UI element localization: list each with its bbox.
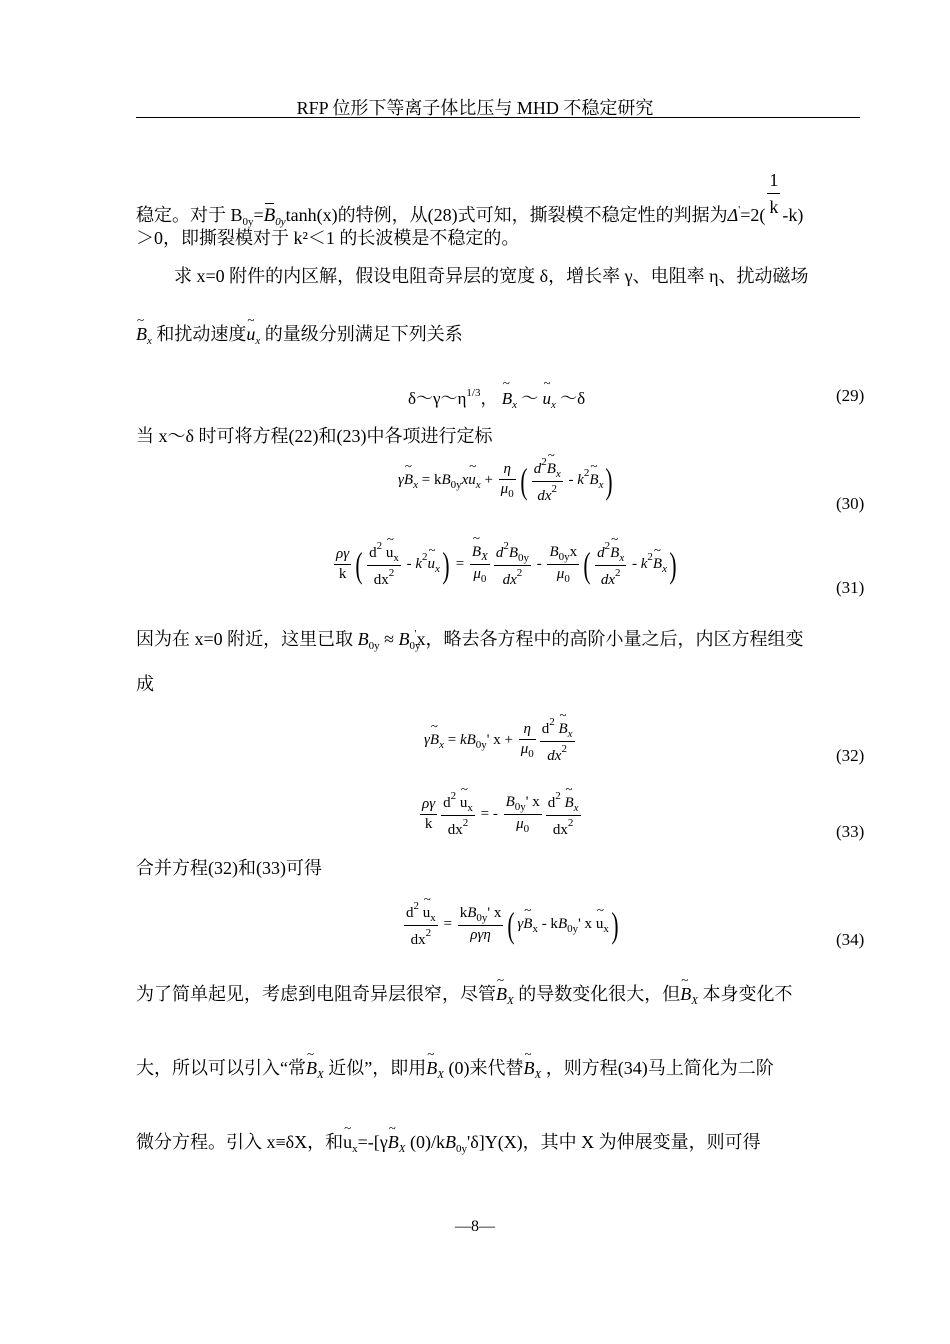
text-fragment: (0)/k [409,1132,445,1152]
equation-34: $\frac{d^2 \sim u_x}{dx^2}$ = $\frac{kB_{0y}' x}{\text{ργη}}$ ( γ~ $B_x - kB_{0y}'$ x ~ $u_x$) [402,900,621,949]
equation-number-29: (29) [836,386,865,405]
paragraph-line-7: 成 [136,674,154,694]
text-fragment: -k) [782,205,804,225]
text-fragment: tanh(x)的特例，从(28)式可知，撕裂模不稳定性的判据为 [285,205,728,225]
text-fragment: =-[γ [357,1132,388,1152]
text-fragment: δ]Y(X)，其中 X 为伸展变量，则可得 [470,1132,761,1152]
paragraph-line-6: 因为在 x=0 附近，这里已取 $B_{0y} \approx B_{0y}'x$，略去各方程中的高阶小量之后，内区方程组变 [136,628,804,652]
equation-31: $\frac{\rho\gamma}{k}$ ( $\frac{d^2 \sim u_x}{dx^2}$ - $k^2\sim$ $u_x$) = ~ $\frac{B_X}{\mu_0}$ $\frac{d^2B_{0y}}{dx^2}$ - $\frac{B_{0y}x}{\mu_0}$ ( $\frac{d^2\sim B_x}{dx^2}$ - $k^2\sim$ $B_x$) [332,540,679,589]
text-fragment: 本身变化不 [702,984,793,1004]
paragraph-line-9: 为了简单起见，考虑到电阻奇异层很窄，尽管~ $B_X$ 的导数变化很大，但~ $B_X$ 本身变化不 [136,982,792,1013]
text-fragment: ，则方程(34)马上简化为二阶 [545,1058,774,1078]
paragraph-line-11: 微分方程。引入 x≡δX，和~ $u_x=-[\gamma\sim$ $B_X$ $(0)/kB_{0y}'\delta]Y(X)$，其中 X 为伸展变量，则可得 [136,1130,761,1161]
text-fragment: 大，所以可以引入“常 [136,1058,306,1078]
equation-32: γ~ $B_x = kB_{0y}'$ x + $\frac{\eta}{\mu_0}$ $\frac{d^2 \sim B_x}{dx^2}$ [424,716,577,765]
equation-33: $\frac{\rho\gamma}{k}$ $\frac{d^2 \sim u_x}{dx^2}$ = - $\frac{B_{0y}' x}{\mu_0}$ $\frac{d^2 \sim B_x}{dx^2}$ [418,790,583,839]
text-fragment: x，略去各方程中的高阶小量之后，内区方程组变 [416,629,804,649]
text-fragment: 为了简单起见，考虑到电阻奇异层很窄，尽管 [136,984,496,1004]
text-fragment: 的量级分别满足下列关系 [264,324,463,344]
equation-number-31: (31) [836,578,865,597]
page-header: RFP 位形下等离子体比压与 MHD 不稳定研究 [296,98,654,118]
paragraph-line-8: 合并方程(32)和(33)可得 [136,858,322,878]
text-fragment: 和扰动速度 [156,324,247,344]
paragraph-line-1: 稳定。对于 $B_{0y}=B_{0y}\tanh(x)$的特例，从(28)式可知，撕裂模不稳定性的判据为Δ'=2( $\frac{1}{k}$ -k) [136,170,804,228]
paragraph-line-2: ＞0，即撕裂模对于 k²＜1 的长波模是不稳定的。 [136,228,520,248]
header-rule [136,117,860,118]
equation-30: γ~ $B_x$ = $kB_{0y}x\sim$ $u_x$ + $\frac{\eta}{\mu_0}$ ( $\frac{d^2\sim B_x}{dx^2}$ - $k^2\sim$ $B_x$) [398,456,615,505]
paragraph-line-10: 大，所以可以引入“常~ $B_X$ 近似”，即用~ $B_X$ (0)来代替~ $B_X$ ，则方程(34)马上简化为二阶 [136,1056,774,1087]
equation-29: $\delta\sim\gamma\sim\eta^{1/3}$， ~ $B_x$ ～ ~ $u_x$ ～δ [408,384,585,411]
equation-number-32: (32) [836,746,865,765]
text-fragment: 近似”，即用 [328,1058,427,1078]
text-fragment: 因为在 x=0 附近，这里已取 [136,629,354,649]
text-fragment: (0)来代替 [448,1058,524,1078]
text-fragment: 的导数变化很大，但 [518,984,681,1004]
text-fragment: =2( [740,205,766,225]
eq29-exponent: 1/3 [466,387,481,399]
paragraph-line-5: 当 x～δ 时可将方程(22)和(23)中各项进行定标 [136,426,493,446]
eq29-text: δ～γ～η [408,389,467,408]
paragraph-line-3: 求 x=0 附件的内区解，假设电阻奇异层的宽度 δ，增长率 γ、电阻率 η、扰动磁场 [174,266,809,286]
text-fragment: 微分方程。引入 x≡δX，和 [136,1132,344,1152]
equation-number-33: (33) [836,822,865,841]
page-number: —8— [455,1218,495,1235]
text-fragment: 稳定。对于 B [136,205,243,225]
paragraph-line-4: ~ $B_x$ 和扰动速度~ $u_x$ 的量级分别满足下列关系 [136,322,463,353]
equation-number-34: (34) [836,930,865,949]
equation-number-30: (30) [836,494,865,513]
